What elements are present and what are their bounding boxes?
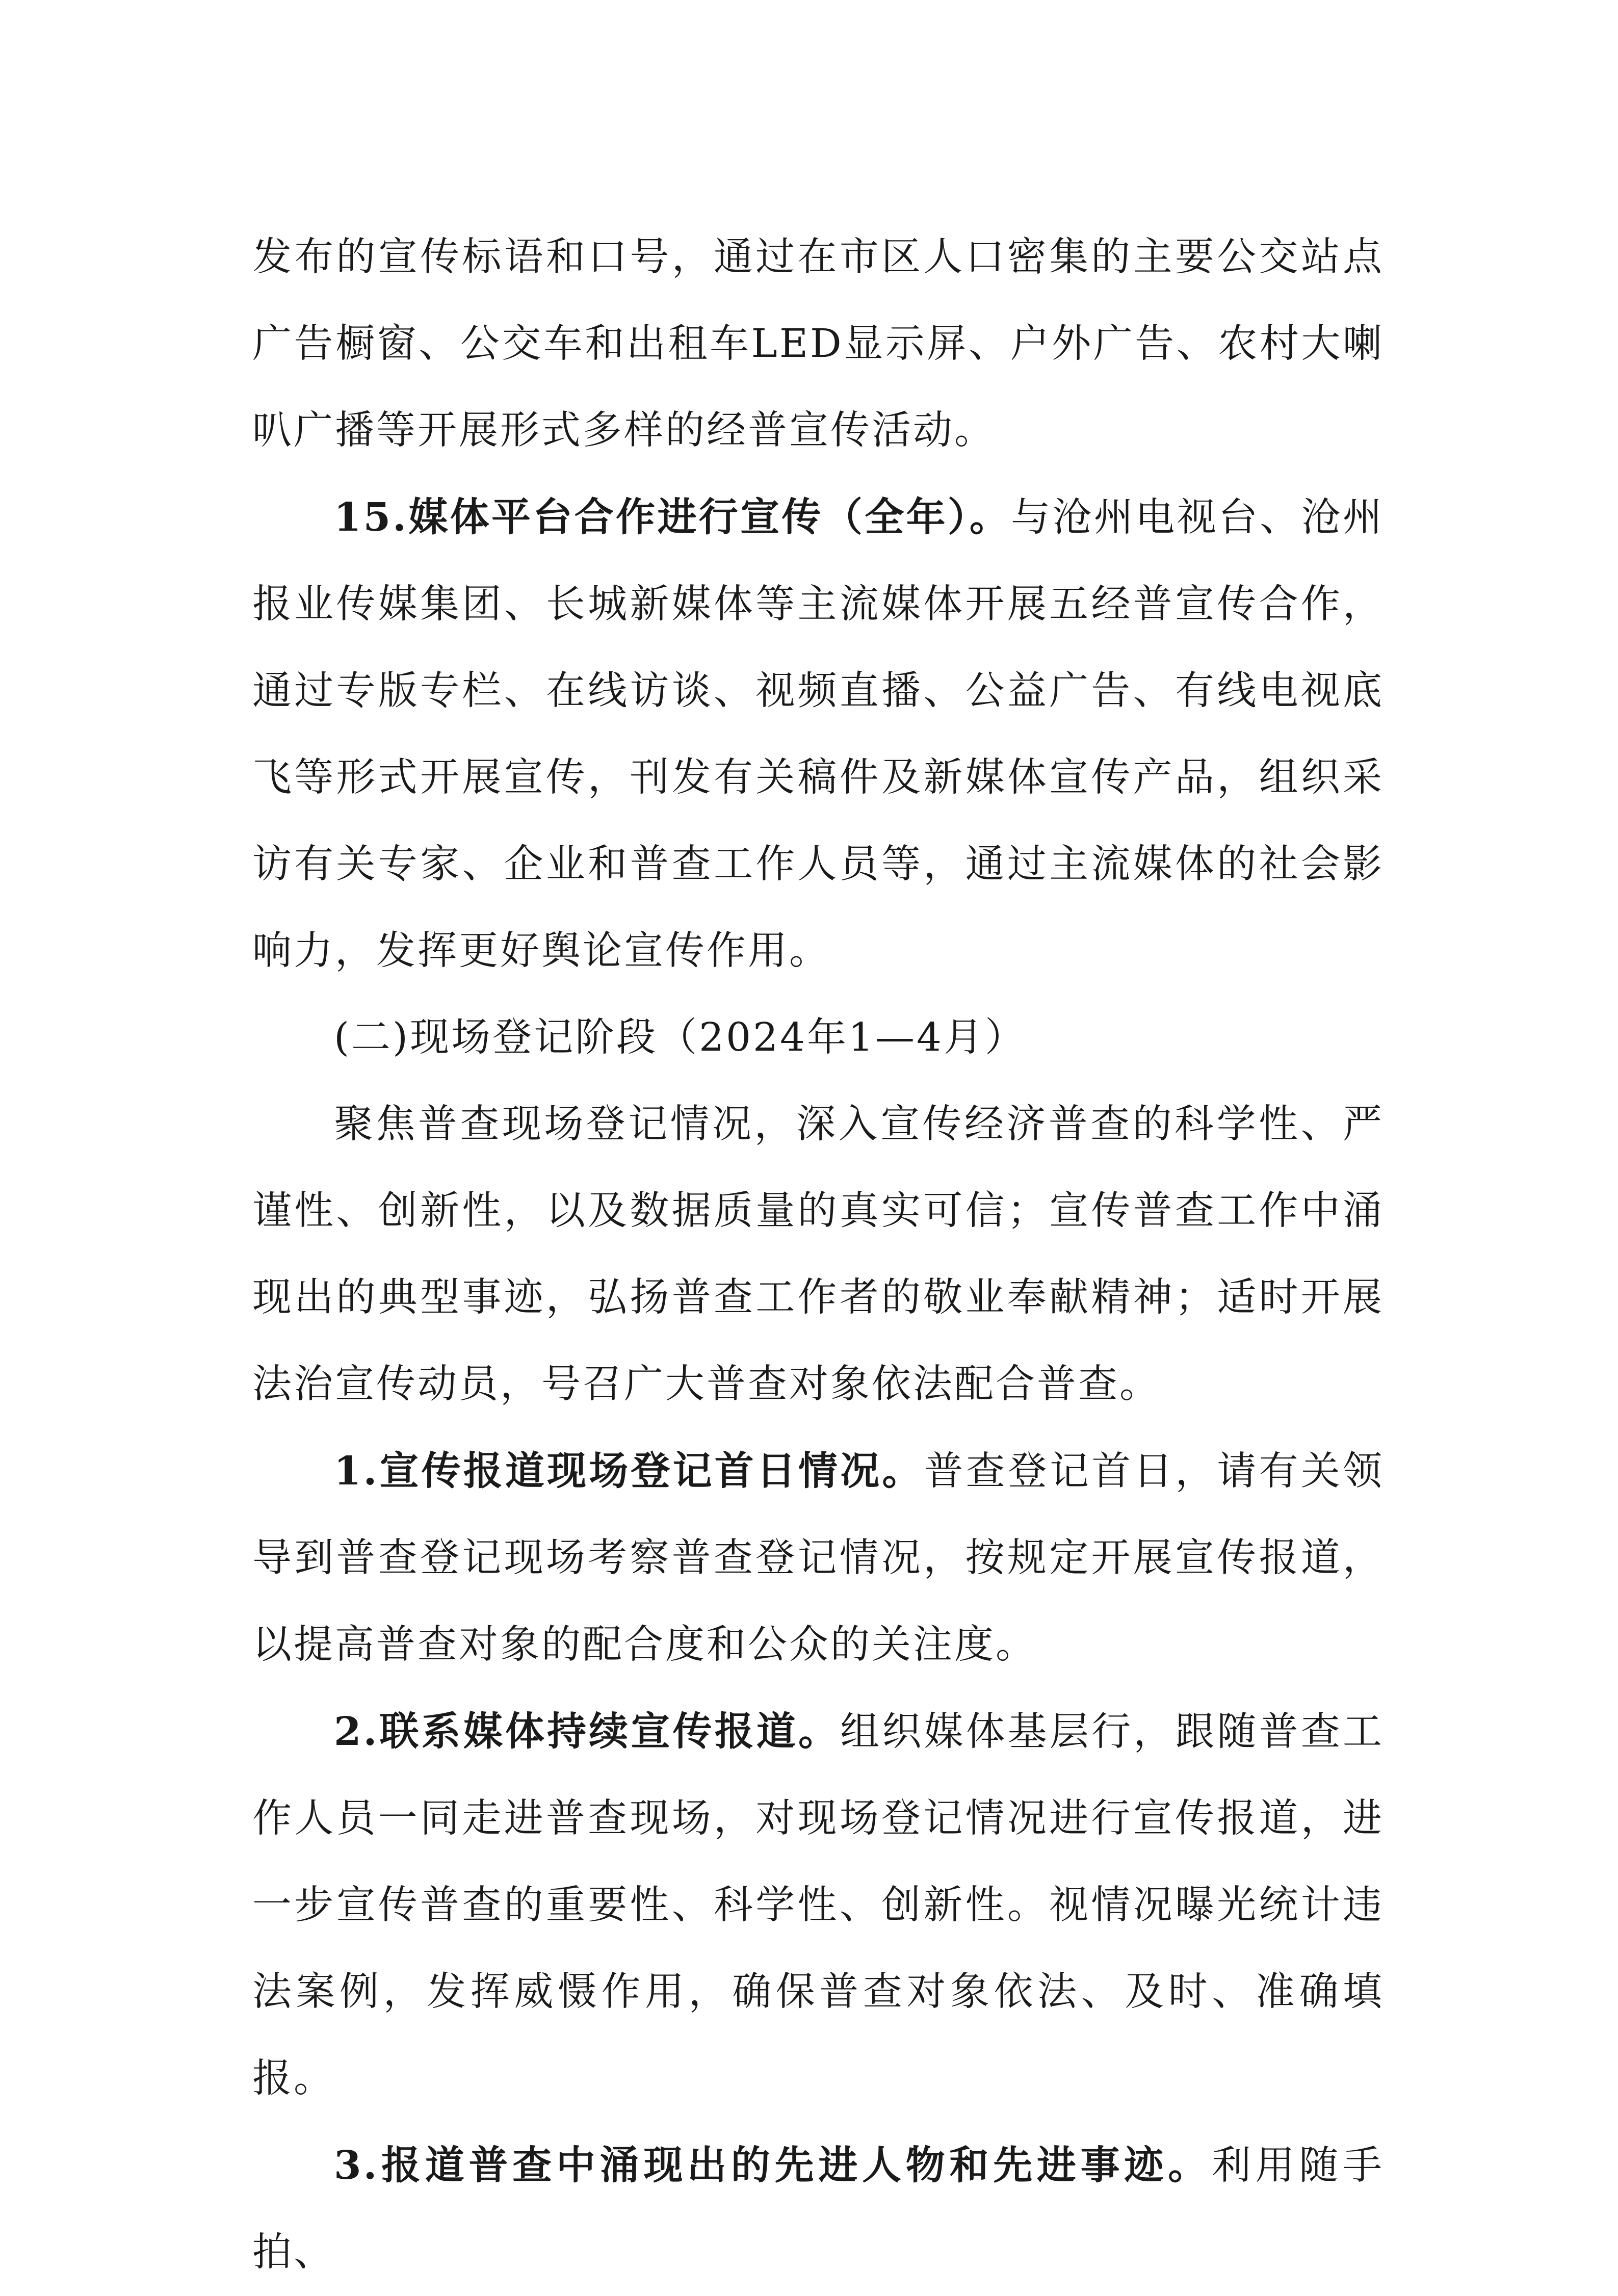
document-body — [252, 214, 1384, 2296]
section-2-heading: (二)现场登记阶段（2024年1—4月） — [334, 1015, 1027, 1060]
section-2-intro: 聚焦普查现场登记情况，深入宣传经济普查的科学性、严谨性、创新性，以及数据质量的真实可信；宣传普查工作中涌现出的典型事迹，弘扬普查工作者的敬业奉献精神；适时开展法治宣传动员，号召广大普查对象依法配合普查。 — [252, 1102, 1384, 1407]
item-3-paragraph — [252, 2122, 1384, 2296]
item-3-heading: 3.报道普查中涌现出的先进人物和先进事迹。 — [334, 2143, 1212, 2188]
item-15-heading: 15.媒体平台合作进行宣传（全年）。 — [334, 494, 1011, 540]
item-2-paragraph — [252, 1688, 1384, 2122]
item-2-heading: 2.联系媒体持续宣传报道。 — [334, 1709, 841, 1755]
item-15-paragraph — [252, 474, 1384, 995]
item-1-body: 普查登记首日，请有关领导到普查登记现场考察普查登记情况，按规定开展宣传报道，以提高普查对象的配合度和公众的关注度。 — [252, 1449, 1385, 1667]
item-1-heading: 1.宣传报道现场登记首日情况。 — [334, 1448, 924, 1494]
item-15-body: 与沧州电视台、沧州报业传媒集团、长城新媒体等主流媒体开展五经普宣传合作，通过专版专栏、在线访谈、视频直播、公益广告、有线电视底飞等形式开展宣传，刊发有关稿件及新媒体宣传产品，组织采访有关专家、企业和普查工作人员等，通过主流媒体的社会影响力，发挥更好舆论宣传作用。 — [252, 495, 1384, 974]
item-3-body: 利用随手拍、 — [252, 2143, 1384, 2275]
item-1-paragraph — [252, 1428, 1384, 1688]
item-2-body: 组织媒体基层行，跟随普查工作人员一同走进普查现场，对现场登记情况进行宣传报道，进一步宣传普查的重要性、科学性、创新性。视情况曝光统计违法案例，发挥威慑作用，确保普查对象依法、及时、准确填报。 — [252, 1709, 1384, 2101]
paragraph-continued: 发布的宣传标语和口号，通过在市区人口密集的主要公交站点广告橱窗、公交车和出租车LED显示屏、户外广告、农村大喇叭广播等开展形式多样的经普宣传活动。 — [252, 234, 1384, 453]
